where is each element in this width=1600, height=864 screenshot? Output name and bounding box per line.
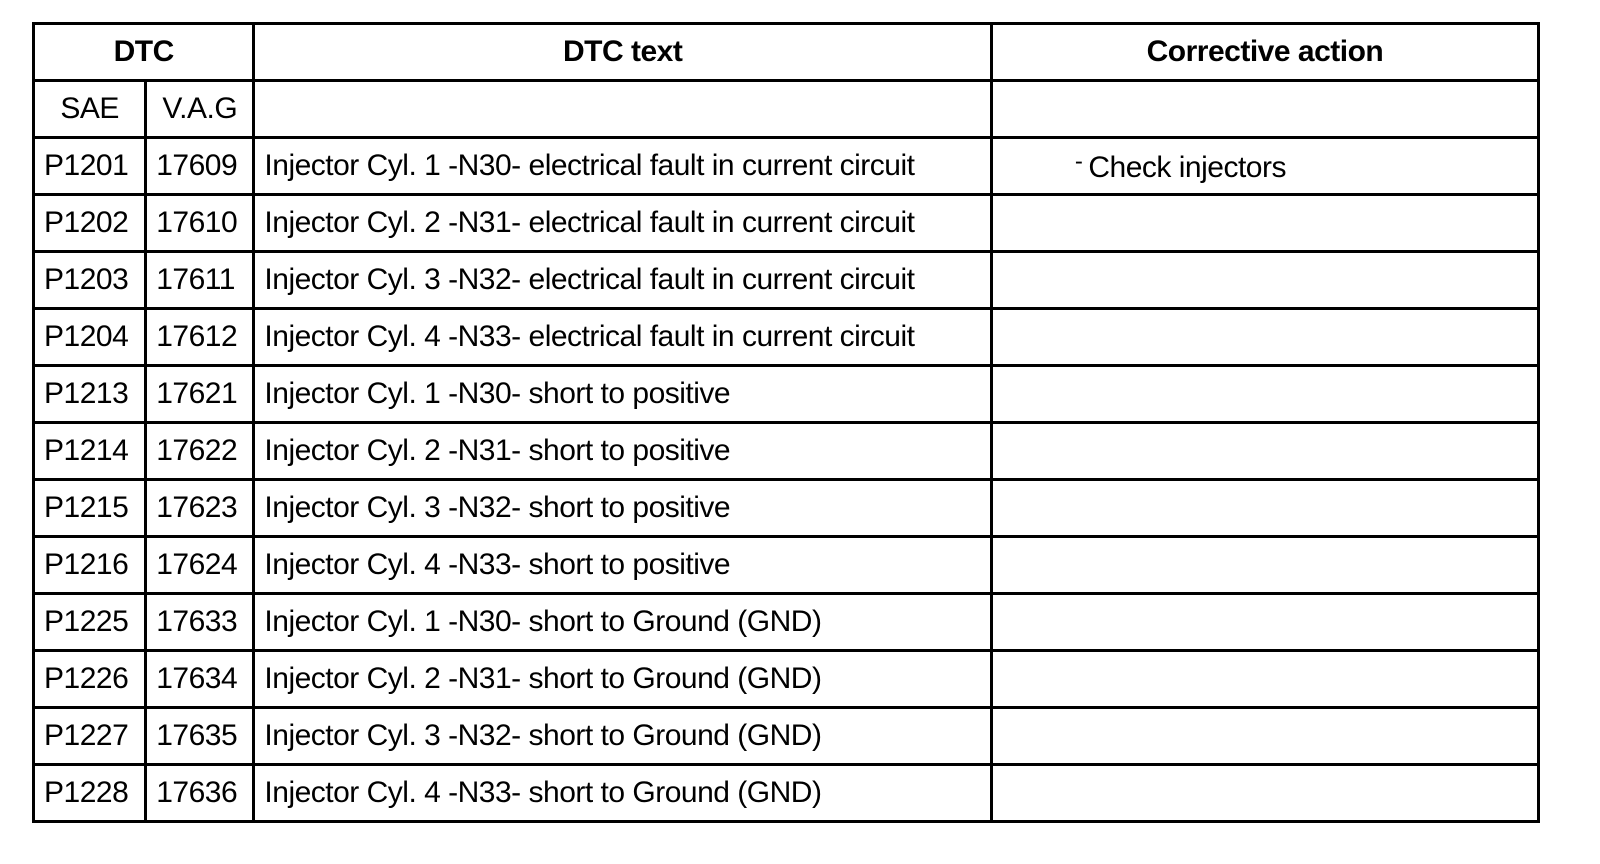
- sae-code: P1226: [34, 651, 146, 708]
- sae-code: P1215: [34, 480, 146, 537]
- vag-code: 17621: [146, 366, 254, 423]
- corrective-action: [991, 480, 1538, 537]
- header-empty-text: [254, 81, 991, 138]
- vag-code: 17623: [146, 480, 254, 537]
- vag-code: 17622: [146, 423, 254, 480]
- sae-code: P1202: [34, 195, 146, 252]
- dtc-text: Injector Cyl. 3 -N32- short to Ground (GND): [254, 708, 991, 765]
- sae-code: P1203: [34, 252, 146, 309]
- sae-code: P1204: [34, 309, 146, 366]
- dtc-text: Injector Cyl. 3 -N32- electrical fault in current circuit: [254, 252, 991, 309]
- corrective-action: [991, 594, 1538, 651]
- sae-code: P1225: [34, 594, 146, 651]
- table-row: [34, 708, 1539, 765]
- table-row: [34, 423, 1539, 480]
- sae-code: P1216: [34, 537, 146, 594]
- dtc-text: Injector Cyl. 3 -N32- short to positive: [254, 480, 991, 537]
- header-dtc-text: DTC text: [254, 24, 991, 81]
- table-row: [34, 138, 1539, 195]
- dtc-text: Injector Cyl. 1 -N30- electrical fault in current circuit: [254, 138, 991, 195]
- header-corrective-action: Corrective action: [991, 24, 1538, 81]
- sae-code: P1214: [34, 423, 146, 480]
- sae-code: P1228: [34, 765, 146, 822]
- table-row: [34, 195, 1539, 252]
- dtc-text: Injector Cyl. 4 -N33- short to Ground (GND): [254, 765, 991, 822]
- dtc-text: Injector Cyl. 2 -N31- short to positive: [254, 423, 991, 480]
- table-row: [34, 651, 1539, 708]
- corrective-action: [991, 423, 1538, 480]
- corrective-action: [991, 309, 1538, 366]
- corrective-action: [991, 708, 1538, 765]
- table-row: [34, 765, 1539, 822]
- dtc-text: Injector Cyl. 2 -N31- electrical fault in current circuit: [254, 195, 991, 252]
- header-dtc: DTC: [34, 24, 254, 81]
- table-row: [34, 594, 1539, 651]
- dtc-text: Injector Cyl. 2 -N31- short to Ground (GND): [254, 651, 991, 708]
- table-body: [34, 138, 1539, 822]
- vag-code: 17633: [146, 594, 254, 651]
- vag-code: 17612: [146, 309, 254, 366]
- dtc-text: Injector Cyl. 1 -N30- short to Ground (GND): [254, 594, 991, 651]
- table-row: [34, 252, 1539, 309]
- sae-code: P1201: [34, 138, 146, 195]
- header-sae: SAE: [34, 81, 146, 138]
- vag-code: 17635: [146, 708, 254, 765]
- corrective-action: [991, 138, 1538, 195]
- action-text: Check injectors: [1088, 150, 1286, 184]
- vag-code: 17624: [146, 537, 254, 594]
- header-vag: V.A.G: [146, 81, 254, 138]
- vag-code: 17610: [146, 195, 254, 252]
- corrective-action: [991, 765, 1538, 822]
- vag-code: 17609: [146, 138, 254, 195]
- table-row: [34, 366, 1539, 423]
- action-bullet: -: [1074, 147, 1083, 175]
- dtc-text: Injector Cyl. 4 -N33- electrical fault in current circuit: [254, 309, 991, 366]
- table-header: [34, 24, 1539, 138]
- vag-code: 17611: [146, 252, 254, 309]
- header-empty-action: [991, 81, 1538, 138]
- corrective-action: [991, 195, 1538, 252]
- vag-code: 17634: [146, 651, 254, 708]
- vag-code: 17636: [146, 765, 254, 822]
- dtc-table: [32, 22, 1540, 823]
- table-row: [34, 309, 1539, 366]
- sae-code: P1213: [34, 366, 146, 423]
- dtc-text: Injector Cyl. 4 -N33- short to positive: [254, 537, 991, 594]
- dtc-text: Injector Cyl. 1 -N30- short to positive: [254, 366, 991, 423]
- table-row: [34, 537, 1539, 594]
- table-row: [34, 480, 1539, 537]
- corrective-action: [991, 537, 1538, 594]
- sae-code: P1227: [34, 708, 146, 765]
- corrective-action: [991, 252, 1538, 309]
- corrective-action: [991, 651, 1538, 708]
- corrective-action: [991, 366, 1538, 423]
